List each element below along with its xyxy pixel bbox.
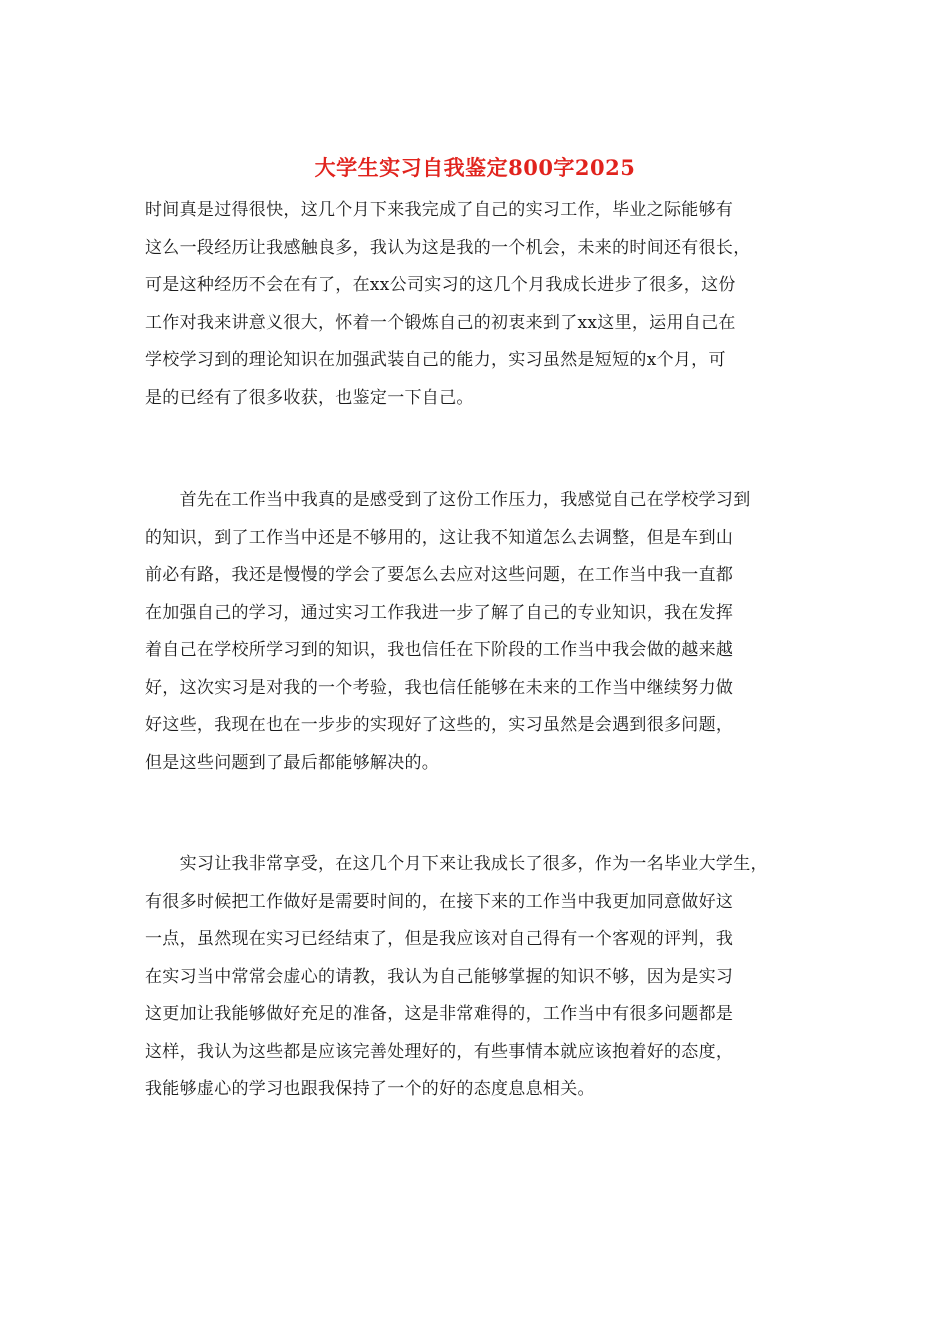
paragraph-2 — [145, 482, 815, 782]
text-line: 实习让我非常享受，在这几个月下来让我成长了很多，作为一名毕业大学生， — [145, 854, 768, 874]
text-line: 首先在工作当中我真的是感受到了这份工作压力，我感觉自己在学校学习到 — [145, 490, 751, 510]
text-line: 有很多时候把工作做好是需要时间的，在接下来的工作当中我更加同意做好这 — [145, 891, 734, 912]
text-line: 这么一段经历让我感触良多，我认为这是我的一个机会，未来的时间还有很长， — [145, 237, 751, 258]
paragraph-1 — [145, 192, 815, 417]
text-line: 这更加让我能够做好充足的准备，这是非常难得的，工作当中有很多问题都是 — [145, 1004, 734, 1024]
text-line: 这样，我认为这些都是应该完善处理好的，有些事情本就应该抱着好的态度， — [145, 1041, 734, 1062]
text-line: 但是这些问题到了最后都能够解决的。 — [145, 752, 440, 773]
text-line: 好，这次实习是对我的一个考验，我也信任能够在未来的工作当中继续努力做 — [145, 677, 734, 698]
text-line: 学校学习到的理论知识在加强武装自己的能力，实习虽然是短短的x个月，可 — [145, 350, 726, 370]
text-line: 的知识，到了工作当中还是不够用的，这让我不知道怎么去调整，但是车到山 — [145, 527, 734, 548]
text-line: 是的已经有了很多收获，也鉴定一下自己。 — [145, 387, 474, 408]
paragraph-3 — [145, 846, 815, 1109]
text-line: 工作对我来讲意义很大，怀着一个锻炼自己的初衷来到了xx这里，运用自己在 — [145, 312, 736, 333]
text-line: 在加强自己的学习，通过实习工作我进一步了解了自己的专业知识，我在发挥 — [145, 602, 734, 623]
text-line: 着自己在学校所学习到的知识，我也信任在下阶段的工作当中我会做的越来越 — [145, 640, 734, 660]
text-line: 我能够虚心的学习也跟我保持了一个的好的态度息息相关。 — [145, 1079, 595, 1099]
document-title: 大学生实习自我鉴定800字2025 — [314, 155, 636, 180]
text-line: 好这些，我现在也在一步步的实现好了这些的，实习虽然是会遇到很多问题， — [145, 715, 734, 735]
text-line: 在实习当中常常会虚心的请教，我认为自己能够掌握的知识不够，因为是实习 — [145, 966, 734, 987]
text-line: 时间真是过得很快，这几个月下来我完成了自己的实习工作，毕业之际能够有 — [145, 200, 734, 220]
text-line: 一点，虽然现在实习已经结束了，但是我应该对自己得有一个客观的评判，我 — [145, 929, 734, 949]
text-line: 前必有路，我还是慢慢的学会了要怎么去应对这些问题，在工作当中我一直都 — [145, 565, 734, 585]
text-line: 可是这种经历不会在有了，在xx公司实习的这几个月我成长进步了很多，这份 — [145, 275, 736, 295]
